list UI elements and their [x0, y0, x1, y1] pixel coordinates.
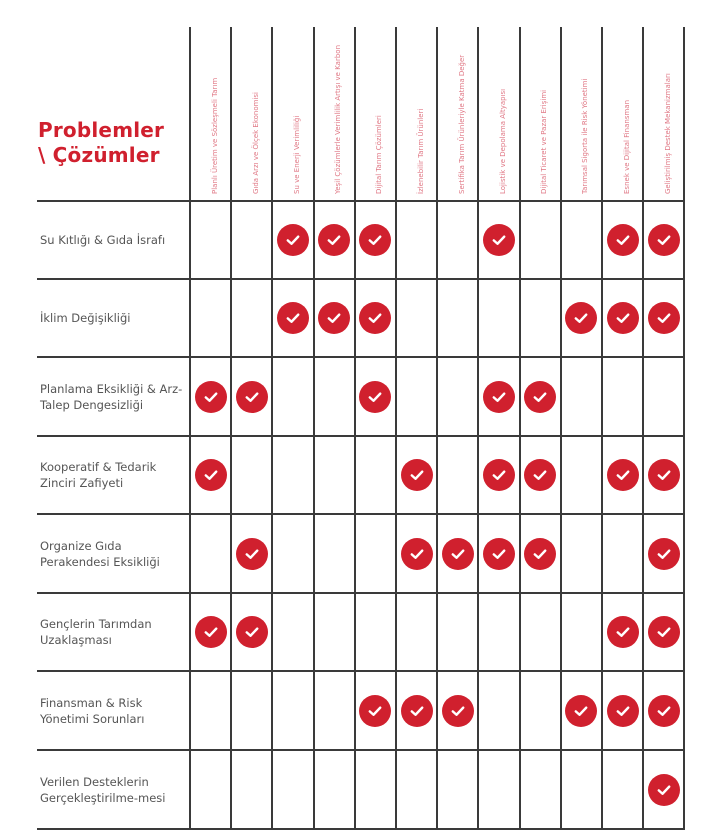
check-circle-icon	[483, 538, 515, 570]
grid-vertical-line	[230, 27, 232, 830]
column-header-label: Planlı Üretim ve Sözleşmeli Tarım	[210, 77, 219, 194]
check-circle-icon	[359, 381, 391, 413]
check-circle-icon	[524, 459, 556, 491]
grid-horizontal-line	[37, 670, 685, 672]
check-circle-icon	[195, 381, 227, 413]
check-circle-icon	[648, 302, 680, 334]
row-label	[40, 359, 185, 434]
grid-horizontal-line	[37, 200, 685, 202]
check-circle-icon	[236, 616, 268, 648]
column-header	[272, 30, 313, 198]
column-header	[520, 30, 561, 198]
column-header	[561, 30, 602, 198]
column-header	[355, 30, 396, 198]
check-circle-icon	[277, 224, 309, 256]
grid-horizontal-line	[37, 435, 685, 437]
column-header-label: Dijital Ticaret ve Pazar Erişimi	[540, 89, 549, 194]
grid-vertical-line	[395, 27, 397, 830]
grid-horizontal-line	[37, 513, 685, 515]
check-circle-icon	[195, 616, 227, 648]
row-label	[40, 673, 185, 748]
column-header-label: Lojistik ve Depolama Altyapısı	[498, 88, 507, 194]
column-header-label: Tarımsal Sigorta ile Risk Yönetimi	[581, 78, 590, 194]
check-circle-icon	[565, 302, 597, 334]
check-circle-icon	[483, 459, 515, 491]
check-circle-icon	[401, 459, 433, 491]
column-header-label: Geliştirilmiş Destek Mekanizmaları	[663, 73, 672, 194]
check-circle-icon	[607, 459, 639, 491]
check-circle-icon	[442, 538, 474, 570]
grid-vertical-line	[642, 27, 644, 830]
check-circle-icon	[318, 302, 350, 334]
check-circle-icon	[607, 302, 639, 334]
column-header-label: İzlenebilir Tarım Ürünleri	[416, 108, 425, 194]
row-label	[40, 595, 185, 669]
check-circle-icon	[277, 302, 309, 334]
column-header-label: Yeşil Çözümlerle Verimlilik Artışı ve Karbon	[334, 44, 343, 194]
grid-horizontal-line	[37, 828, 685, 830]
check-circle-icon	[648, 695, 680, 727]
check-circle-icon	[648, 774, 680, 806]
column-header-label: Esnek ve Dijital Finansman	[622, 99, 631, 194]
grid-horizontal-line	[37, 356, 685, 358]
check-circle-icon	[607, 224, 639, 256]
grid-vertical-line	[313, 27, 315, 830]
check-circle-icon	[236, 381, 268, 413]
row-label-text: Planlama Eksikliği & Arz-Talep Dengesizliği	[40, 381, 183, 412]
grid-vertical-line	[477, 27, 479, 830]
check-circle-icon	[401, 538, 433, 570]
grid-horizontal-line	[37, 278, 685, 280]
grid-vertical-line	[560, 27, 562, 830]
check-circle-icon	[524, 538, 556, 570]
check-circle-icon	[236, 538, 268, 570]
check-circle-icon	[195, 459, 227, 491]
check-circle-icon	[607, 695, 639, 727]
column-header	[437, 30, 478, 198]
check-circle-icon	[401, 695, 433, 727]
check-circle-icon	[442, 695, 474, 727]
row-label	[40, 438, 185, 512]
check-circle-icon	[318, 224, 350, 256]
title-line-2: \ Çözümler	[38, 143, 160, 167]
row-label	[40, 281, 185, 355]
row-label	[40, 516, 185, 591]
check-circle-icon	[648, 459, 680, 491]
check-circle-icon	[483, 224, 515, 256]
grid-vertical-line	[436, 27, 438, 830]
check-circle-icon	[483, 381, 515, 413]
column-header-label: Su ve Enerji Verimliliği	[292, 115, 301, 194]
check-circle-icon	[648, 224, 680, 256]
column-header	[643, 30, 684, 198]
row-label	[40, 203, 185, 277]
column-header	[190, 30, 231, 198]
row-label-text: Organize Gıda Perakendesi Eksikliği	[40, 538, 160, 569]
check-circle-icon	[565, 695, 597, 727]
column-header	[602, 30, 643, 198]
column-header-label: Sertifika Tarım Ürünleriyle Katma Değer	[457, 54, 466, 194]
check-circle-icon	[359, 302, 391, 334]
check-circle-icon	[607, 616, 639, 648]
matrix-title	[38, 118, 164, 168]
column-header	[314, 30, 355, 198]
column-header	[478, 30, 519, 198]
grid-horizontal-line	[37, 749, 685, 751]
grid-vertical-line	[683, 27, 685, 830]
row-label-text: Su Kıtlığı & Gıda İsrafı	[40, 233, 166, 247]
column-header	[396, 30, 437, 198]
check-circle-icon	[359, 224, 391, 256]
row-label-text: Finansman & Risk Yönetimi Sorunları	[40, 695, 145, 726]
grid-vertical-line	[354, 27, 356, 830]
row-label	[40, 752, 185, 827]
check-circle-icon	[524, 381, 556, 413]
grid-vertical-line	[519, 27, 521, 830]
grid-horizontal-line	[37, 592, 685, 594]
check-circle-icon	[648, 616, 680, 648]
column-header-label: Dijital Tarım Çözümleri	[375, 115, 384, 194]
grid-vertical-line	[271, 27, 273, 830]
check-circle-icon	[648, 538, 680, 570]
row-label-text: Verilen Desteklerin Gerçekleştirilme-mesi	[40, 774, 166, 805]
row-label-text: Kooperatif & Tedarik Zinciri Zafiyeti	[40, 460, 157, 490]
grid-vertical-line	[189, 27, 191, 830]
title-line-1: Problemler	[38, 118, 165, 142]
row-label-text: İklim Değişikliği	[40, 311, 131, 325]
check-circle-icon	[359, 695, 391, 727]
grid-vertical-line	[601, 27, 603, 830]
column-header	[231, 30, 272, 198]
column-header-label: Gıda Arzı ve Ölçek Ekonomisi	[251, 92, 260, 194]
row-label-text: Gençlerin Tarımdan Uzaklaşması	[40, 617, 152, 647]
